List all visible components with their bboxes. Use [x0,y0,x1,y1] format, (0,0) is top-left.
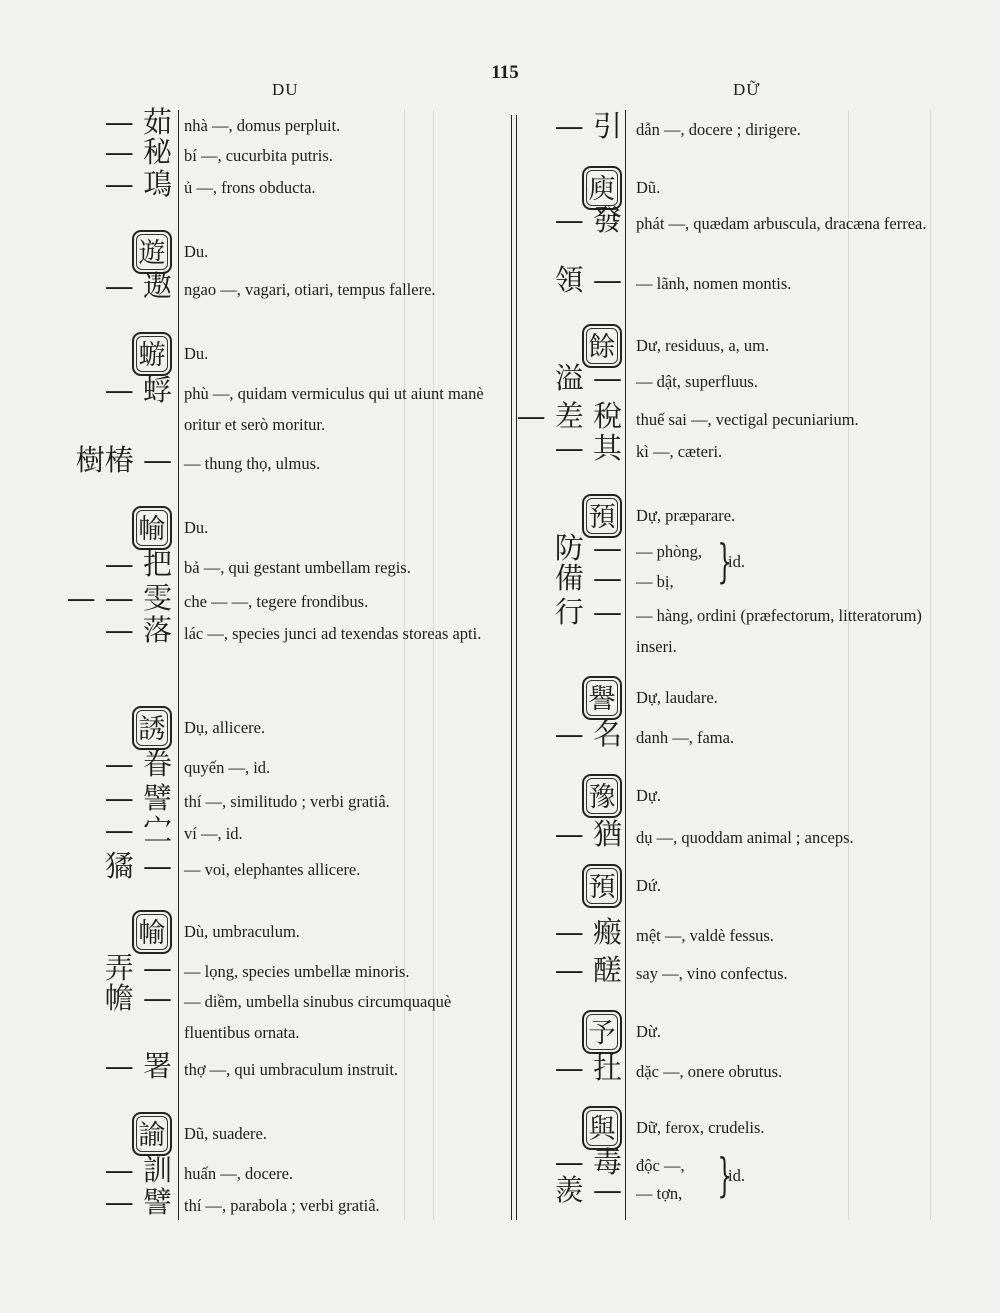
boxed-character [132,706,172,750]
head-character: 㡏 [132,910,172,954]
chinese-characters: — 㝉 [104,813,172,847]
entry-text: che — —, tegere frondibus. [184,592,369,611]
entry-head-text: Dù, umbraculum. [184,922,300,941]
head-character: 餘 [582,324,622,368]
head-character: 誘 [132,706,172,750]
entry-text: ví —, id. [184,824,243,843]
chinese-characters: — 醝 [554,953,622,987]
chinese-characters: 溢 — [554,361,622,395]
brace-label: id. [728,1166,745,1185]
head-character: 予 [582,1010,622,1054]
boxed-character [582,676,622,720]
chinese-characters: 幨 — [104,981,172,1015]
entry-text: bả —, qui gestant umbellam regis. [184,558,411,577]
chinese-characters: — 引 [554,109,622,143]
entry-text: — hàng, ordini (præfectorum, litteratorum) inseri. [636,606,922,656]
entry-head-text: Dữ, ferox, crudelis. [636,1118,765,1137]
chinese-characters: — 差 稅 [516,399,622,433]
entry-text: ủ —, frons obducta. [184,178,316,197]
chinese-characters: 行 — [554,595,622,629]
chinese-characters: — 茹 [104,105,172,139]
chinese-characters: 弄 — [104,951,172,985]
chinese-characters: — — 雯 [66,581,172,615]
entry-head-text: Dụ, allicere. [184,718,266,737]
head-character: 㡏 [132,506,172,550]
boxed-character [582,1106,622,1150]
chinese-characters: — 毒 [554,1145,622,1179]
chinese-characters: — 蜉 [104,373,172,407]
entry-text: say —, vino confectus. [636,964,788,983]
entry-text: lác —, species junci ad texendas storeas apti. [184,624,482,643]
chinese-characters: — 訓 [104,1153,172,1187]
entry-text: — tợn, [636,1184,683,1203]
entry-text: kì —, cæteri. [636,442,723,461]
entry-text: — dật, superfluus. [636,372,758,391]
entry-text: — thung thọ, ulmus. [184,454,321,473]
right-column [516,109,960,1220]
brace-icon: } [717,534,732,588]
entry-head-text: Dự. [636,786,661,805]
brace-icon: } [717,1148,732,1202]
brace-label: id. [728,552,745,571]
entry-text: quyến —, id. [184,758,271,777]
chinese-characters: — 名 [554,717,622,751]
boxed-character [582,1010,622,1054]
left-column [60,105,510,1220]
chinese-characters: — 其 [554,431,622,465]
head-character: 預 [582,494,622,538]
entry-text: — bị, [636,572,674,591]
entry-text: bí —, cucurbita putris. [184,146,333,165]
column-separator [511,115,517,1220]
chinese-characters: — 猶 [554,817,622,851]
entry-text: — voi, elephantes allicere. [184,860,361,879]
chinese-characters: — 發 [554,203,622,237]
chinese-characters: 防 — [554,531,622,565]
head-character: 譽 [582,676,622,720]
entry-head-text: Dự, præparare. [636,506,736,525]
entry-text: phát —, quædam arbuscula, dracæna ferrea. [636,214,927,233]
entry-head-text: Dừ. [636,1022,661,1041]
entry-head-text: Du. [184,242,209,261]
entry-text: dụ —, quoddam animal ; anceps. [636,828,854,847]
head-character: 豫 [582,774,622,818]
boxed-character [132,332,172,376]
head-character: 遊 [132,230,172,274]
entry-text: nhà —, domus perpluit. [184,116,341,135]
chinese-characters: — 遨 [104,269,172,303]
entry-text: — lãnh, nomen montis. [636,274,792,293]
chinese-characters: 羨 — [554,1173,622,1207]
chinese-characters: — 譬 [104,781,172,815]
head-character: 蝣 [132,332,172,376]
entry-text: dẫn —, docere ; dirigere. [636,120,801,139]
entry-text: thí —, similitudo ; verbi gratiâ. [184,792,390,811]
entry-head-text: Dũ. [636,178,661,197]
chinese-characters: — 瘢 [554,915,622,949]
entry-head-text: Dự, laudare. [636,688,718,707]
boxed-character [132,230,172,274]
entry-text: — lọng, species umbellæ minoris. [184,962,410,981]
chinese-characters: — 䲨 [104,167,172,201]
entry-text: thí —, parabola ; verbi gratiâ. [184,1196,380,1215]
entry-head-text: Dứ. [636,876,661,895]
head-character: 諭 [132,1112,172,1156]
header-right: DỮ [733,80,761,99]
chinese-characters: — 譬 [104,1185,172,1219]
boxed-character [582,864,622,908]
boxed-character [582,774,622,818]
header-left: DU [272,80,299,99]
entry-text: — diềm, umbella sinubus circumquaquè fluentibus ornata. [184,992,452,1042]
page-number: 115 [491,62,519,83]
entry-head-text: Du. [184,344,209,363]
chinese-characters: — 把 [104,547,172,581]
chinese-characters: 領 — [554,263,622,297]
entry-text: phù —, quidam vermiculus qui ut aiunt manè oritur et serò moritur. [184,384,484,434]
entry-head-text: Du. [184,518,209,537]
entry-head-text: Dư, residuus, a, um. [636,336,770,355]
chinese-characters: — 落 [104,613,172,647]
chinese-characters: 樹椿 — [75,443,172,477]
chinese-characters: 備 — [554,561,622,595]
head-character: 庾 [582,166,622,210]
chinese-characters: — 扗 [554,1051,622,1085]
entry-head-text: Dũ, suadere. [184,1124,267,1143]
entry-text: danh —, fama. [636,728,735,747]
chinese-characters: — 眷 [104,747,172,781]
entry-text: mệt —, valdè fessus. [636,926,774,945]
entry-text: độc —, [636,1156,685,1175]
entry-text: thợ —, qui umbraculum instruit. [184,1060,399,1079]
boxed-character [132,506,172,550]
head-character: 預 [582,864,622,908]
chinese-characters: — 秘 [104,135,172,169]
boxed-character [132,910,172,954]
chinese-characters: 獝 — [104,849,172,883]
head-character: 與 [582,1106,622,1150]
entry-text: huấn —, docere. [184,1164,294,1183]
entry-text: dặc —, onere obrutus. [636,1062,783,1081]
entry-text: — phòng, [636,542,702,561]
boxed-character [132,1112,172,1156]
entry-text: thuế sai —, vectigal pecuniarium. [636,410,859,429]
entry-text: ngao —, vagari, otiari, tempus fallere. [184,280,436,299]
chinese-characters: — 署 [104,1049,172,1083]
